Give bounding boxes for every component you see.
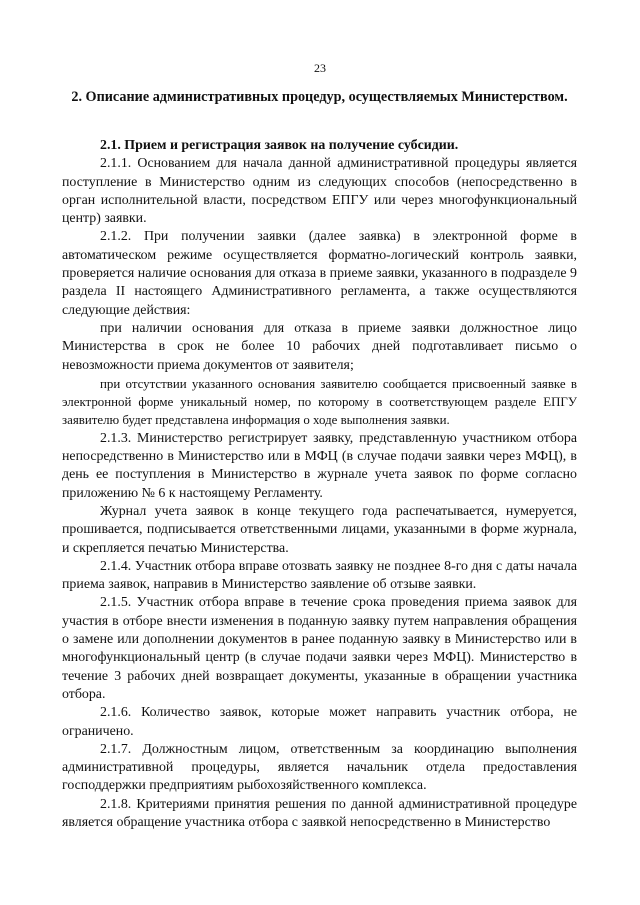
paragraph: 2.1.5. Участник отбора вправе в течение срока проведения приема заявок для участия в отборе внести изменения в поданную заявку путем направления обращения о замене или дополнении документов в ранее поданную заявку в Министерство или в многофункциональный центр (в случае подачи заявки через МФЦ). Министерство в течение 3 рабочих дней возвращает документы, указанные в обращении участника отбора. bbox=[62, 595, 577, 702]
paragraph: 2.1.8. Критериями принятия решения по данной административной процедуре является обращение участника отбора с заявкой непосредственно в Министерство bbox=[62, 796, 577, 830]
paragraph: 2.1.6. Количество заявок, которые может направить участник отбора, не ограничено. bbox=[62, 705, 577, 739]
paragraph: при отсутствии указанного основания заявителю сообщается присвоенный заявке в электронной форме уникальный номер, по которому в соответствующем разделе ЕПГУ заявителю будет представлена информация о ходе выполнения заявки. bbox=[62, 376, 577, 428]
paragraph: 2.1.4. Участник отбора вправе отозвать заявку не позднее 8-го дня с даты начала приема заявок, направив в Министерство заявление об отзыве заявки. bbox=[62, 558, 577, 593]
paragraph: 2.1.7. Должностным лицом, ответственным за координацию выполнения административной процедуры, является начальник отдела предоставления господдержки предприятиям рыбохозяйственного комплекса. bbox=[62, 741, 577, 794]
page-number: 23 bbox=[314, 61, 326, 75]
paragraph: 2.1.2. При получении заявки (далее заявка) в электронной форме в автоматическом режиме осуществляется форматно-логический контроль заявки, проверяется наличие основания для отказа в приеме заявки, указанного в подразделе 9 раздела II настоящего Административного регламента, а также осуществляются следующие действия: bbox=[62, 229, 577, 318]
paragraph: при наличии основания для отказа в приеме заявки должностное лицо Министерства в срок не более 10 рабочих дней подготавливает письмо о невозможности приема документов от заявителя; bbox=[62, 320, 577, 373]
paragraph: Журнал учета заявок в конце текущего года распечатывается, нумеруется, прошивается, подписывается ответственными лицами, указанными в форме журнала, и скрепляется печатью Министерства. bbox=[62, 503, 577, 556]
subsection-title: 2.1. Прием и регистрация заявок на получение субсидии. bbox=[100, 138, 459, 153]
paragraph: 2.1.3. Министерство регистрирует заявку, представленную участником отбора непосредственно в Министерство или в МФЦ (в случае подачи заявки через МФЦ), в день ее поступления в Министерство в журнале учета заявок по форме согласно приложению № 6 к настоящему Регламенту. bbox=[62, 430, 577, 501]
body-text bbox=[62, 137, 577, 832]
paragraph: 2.1.1. Основанием для начала данной административной процедуры является поступление в Министерство одним из следующих способов (непосредственно в орган исполнительной власти, посредством ЕПГУ или через многофункциональный центр) заявки. bbox=[62, 156, 577, 227]
section-title: 2. Описание административных процедур, осуществляемых Министерством. bbox=[71, 89, 568, 105]
